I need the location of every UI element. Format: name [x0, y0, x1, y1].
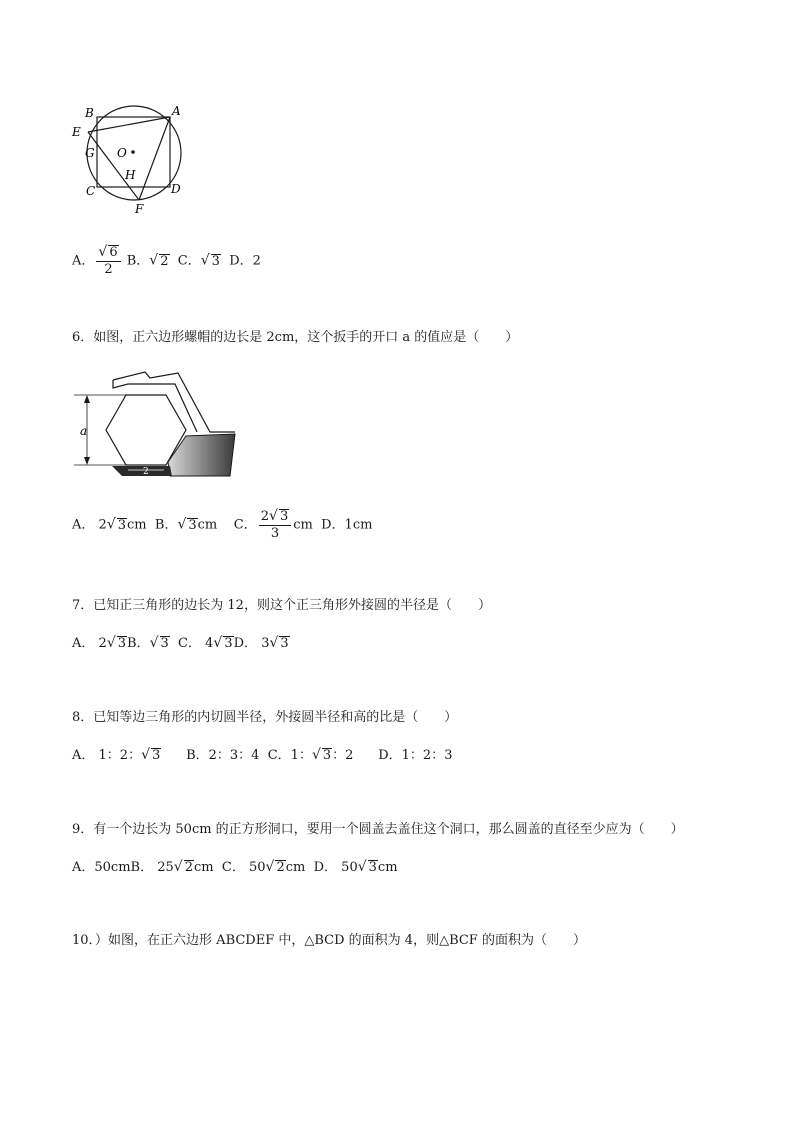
label-c: C	[86, 184, 96, 198]
q6-opt-b-unit: cm	[197, 517, 218, 533]
q5-opt-b-radicand: 2	[160, 253, 169, 269]
q9-opt-b-coef: 25	[157, 860, 174, 875]
q9-opt-c-unit: cm	[285, 860, 306, 875]
q9-options: A．50cmB． 25√ 2cm C． 50√ 2cm D． 50√ 3cm	[72, 859, 398, 875]
q6-opt-d-label: D．	[321, 517, 345, 533]
arrowhead-down	[84, 457, 90, 465]
q6-opt-b-radicand: 3	[188, 517, 197, 533]
q9-opt-d-unit: cm	[377, 860, 398, 875]
q8-opt-d: D．1：2：3	[378, 748, 453, 763]
q6-opt-c-den: 3	[270, 526, 280, 541]
q6-stem: 6．如图，正六边形螺帽的边长是 2cm，这个扳手的开口 a 的值应是（ ）	[72, 330, 519, 345]
q8-opt-a-pre: 1：2：	[98, 748, 142, 763]
q8-options: A． 1：2：√ 3 B．2：3：4 C．1：√ 3：2 D．1：2：3	[72, 747, 453, 763]
q6-options: A． 2√ 3cm B．√ 3cm C． $\frac{2√ 3}{3}$ cm D．1cm	[72, 508, 373, 541]
q7-opt-b-radicand: 3	[160, 636, 169, 651]
q9-opt-d-label: D．	[313, 860, 338, 875]
q6-opt-a-radicand: 3	[117, 517, 127, 533]
q6-opt-a-unit: cm	[127, 517, 147, 533]
label-e: E	[72, 125, 81, 139]
q6-opt-a-coef: 2	[98, 517, 107, 533]
label-o: O	[117, 146, 127, 160]
q6-opt-c-radicand: 3	[279, 509, 289, 524]
q9-opt-d-radicand: 3	[368, 860, 377, 875]
q7-opt-a-coef: 2	[98, 636, 107, 651]
q6-opt-c-label: C．	[233, 517, 257, 533]
q7-stem: 7．已知正三角形的边长为 12，则这个正三角形外接圆的半径是（ ）	[72, 598, 491, 613]
q8-opt-a-radicand: 3	[152, 748, 161, 763]
q5-opt-a-den: 2	[104, 262, 113, 277]
center-dot	[131, 150, 135, 154]
q9-stem: 9．有一个边长为 50cm 的正方形洞口，要用一个圆盖去盖住这个洞口，那么圆盖的直径至少应为（ ）	[72, 822, 684, 837]
q5-options: A． $\frac{√ 6}{2}$ B．√ 2 C．√ 3 D．2	[72, 244, 261, 277]
q8-stem: 8．已知等边三角形的内切圆半径，外接圆半径和高的比是（ ）	[72, 710, 458, 725]
q9-opt-b-unit: cm	[194, 860, 214, 875]
q8-opt-c-pre: 1：	[290, 748, 312, 763]
q9-opt-c-radicand: 2	[276, 860, 285, 875]
q5-opt-a-radicand: 6	[109, 245, 118, 260]
q9-opt-c-coef: 50	[248, 860, 266, 875]
q8-opt-c-radicand: 3	[322, 748, 332, 763]
q9-opt-d-coef: 50	[341, 860, 358, 875]
q7-opt-d-label: D．	[233, 636, 258, 651]
label-h: H	[125, 168, 136, 182]
segment-ae	[88, 117, 170, 132]
q9-opt-b-label: B．	[130, 860, 154, 875]
label-a-dim: a	[80, 424, 88, 438]
q7-opt-b-label: B．	[127, 636, 150, 651]
q5-opt-a-label: A．	[72, 253, 95, 269]
label-f: F	[135, 202, 144, 216]
q5-opt-c-label: C．	[177, 253, 201, 269]
q5-opt-b-label: B．	[126, 253, 150, 269]
q7-opt-a-radicand: 3	[117, 636, 127, 651]
q6-opt-b-label: B．	[154, 517, 178, 533]
segment-ef	[88, 132, 139, 200]
q6-opt-c-fraction: $\frac{2√ 3}{3}$	[259, 508, 291, 542]
q7-opt-d-coef: 3	[261, 636, 270, 651]
q8-opt-c-label: C．	[267, 748, 291, 763]
figure-circle-square	[64, 100, 204, 218]
wrench-bottom-jaw	[112, 466, 172, 476]
label-d: D	[171, 182, 181, 196]
label-2-dim: 2	[143, 467, 149, 477]
q6-opt-d-value: 1cm	[344, 517, 373, 533]
arrowhead-up	[84, 395, 90, 403]
q7-opt-d-radicand: 3	[280, 636, 289, 651]
figure-wrench-hexagon	[70, 370, 240, 482]
q6-opt-c-unit: cm	[293, 517, 313, 533]
q9-opt-c-label: C．	[221, 860, 245, 875]
q8-opt-b: B．2：3：4	[186, 748, 260, 763]
q7-opt-c-radicand: 3	[224, 636, 233, 651]
q7-options: A． 2√ 3B．√ 3 C． 4√ 3D． 3√ 3	[72, 635, 289, 651]
q5-opt-d-label: D．	[229, 253, 253, 269]
q6-opt-c-num-coef: 2	[260, 509, 270, 524]
q7-opt-a-label: A．	[72, 636, 95, 651]
q9-opt-b-radicand: 2	[184, 860, 193, 875]
label-b: B	[85, 106, 94, 120]
q7-opt-c-label: C．	[178, 636, 201, 651]
q10-stem: 10．）如图，在正六边形 ABCDEF 中，△BCD 的面积为 4，则△BCF 的面积为（ ）	[72, 933, 586, 948]
q5-opt-d-value: 2	[252, 253, 261, 269]
q5-opt-a-fraction: $\frac{√ 6}{2}$	[96, 244, 120, 278]
q9-opt-a: A．50cm	[72, 860, 131, 875]
q6-opt-a-label: A．	[72, 517, 95, 533]
q8-opt-a-label: A．	[72, 748, 95, 763]
q8-opt-c-post: ：2	[332, 748, 354, 763]
label-a: A	[172, 104, 181, 118]
label-g: G	[85, 146, 95, 160]
q5-opt-c-radicand: 3	[211, 253, 220, 269]
q7-opt-c-coef: 4	[205, 636, 214, 651]
